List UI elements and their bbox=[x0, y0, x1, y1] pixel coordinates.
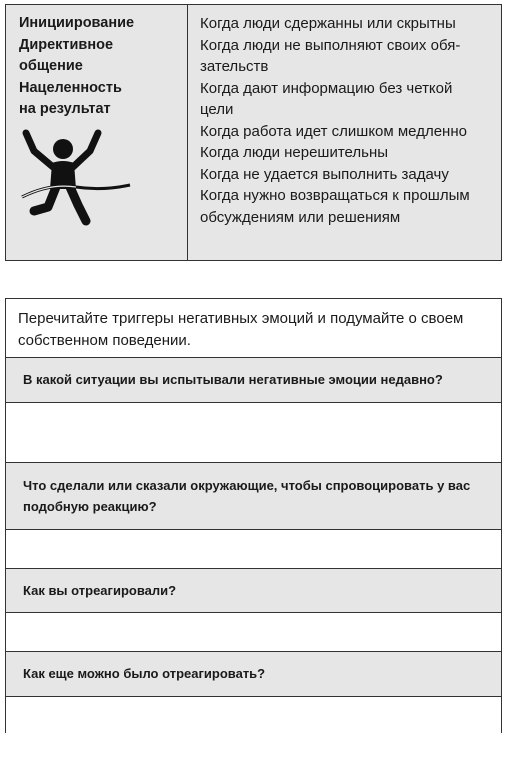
trigger-line: обсуждениям или решениям bbox=[200, 208, 401, 226]
question-text: В какой ситуации вы испытывали негативные эмоции недавно? bbox=[23, 372, 443, 388]
trigger-line: Когда нужно возвращаться к прошлым bbox=[200, 187, 470, 204]
style-label: на результат bbox=[19, 101, 111, 117]
question-text: Как еще можно было отреагировать? bbox=[23, 666, 266, 682]
style-label: Директивное bbox=[19, 36, 114, 53]
question-row bbox=[6, 569, 501, 613]
intro-line: собственном поведении. bbox=[18, 331, 191, 349]
answer-field[interactable] bbox=[6, 613, 501, 652]
question-text: подобную реакцию? bbox=[23, 499, 157, 514]
reflection-worksheet bbox=[5, 298, 502, 733]
answer-field[interactable] bbox=[6, 697, 501, 771]
runner-crossing-finish-line-icon bbox=[20, 127, 132, 227]
trigger-line: зательств bbox=[200, 58, 269, 75]
behavior-style-table bbox=[5, 4, 502, 261]
style-label: Инициирование bbox=[19, 15, 135, 31]
trigger-line: Когда люди не выполняют своих обя- bbox=[200, 36, 461, 54]
trigger-line: Когда люди нерешительны bbox=[200, 144, 389, 161]
style-labels-cell bbox=[6, 5, 188, 260]
question-row bbox=[6, 463, 501, 530]
trigger-line: Когда не удается выполнить задачу bbox=[200, 165, 449, 183]
answer-field[interactable] bbox=[6, 403, 501, 463]
question-row bbox=[6, 358, 501, 403]
question-row bbox=[6, 652, 501, 697]
question-text: Что сделали или сказали окружающие, чтобы спровоцировать у вас bbox=[23, 477, 471, 493]
trigger-line: цели bbox=[200, 101, 234, 118]
intro-line: Перечитайте триггеры негативных эмоций и подумайте о своем bbox=[18, 310, 464, 327]
trigger-line: Когда люди сдержанны или скрытны bbox=[200, 15, 456, 32]
worksheet-intro bbox=[6, 299, 501, 358]
triggers-cell bbox=[188, 5, 501, 260]
style-label: Нацеленность bbox=[19, 79, 122, 96]
style-label: общение bbox=[19, 58, 83, 74]
trigger-line: Когда дают информацию без четкой bbox=[200, 79, 453, 97]
question-text: Как вы отреагировали? bbox=[23, 582, 177, 598]
answer-field[interactable] bbox=[6, 530, 501, 569]
trigger-line: Когда работа идет слишком медленно bbox=[200, 122, 467, 140]
